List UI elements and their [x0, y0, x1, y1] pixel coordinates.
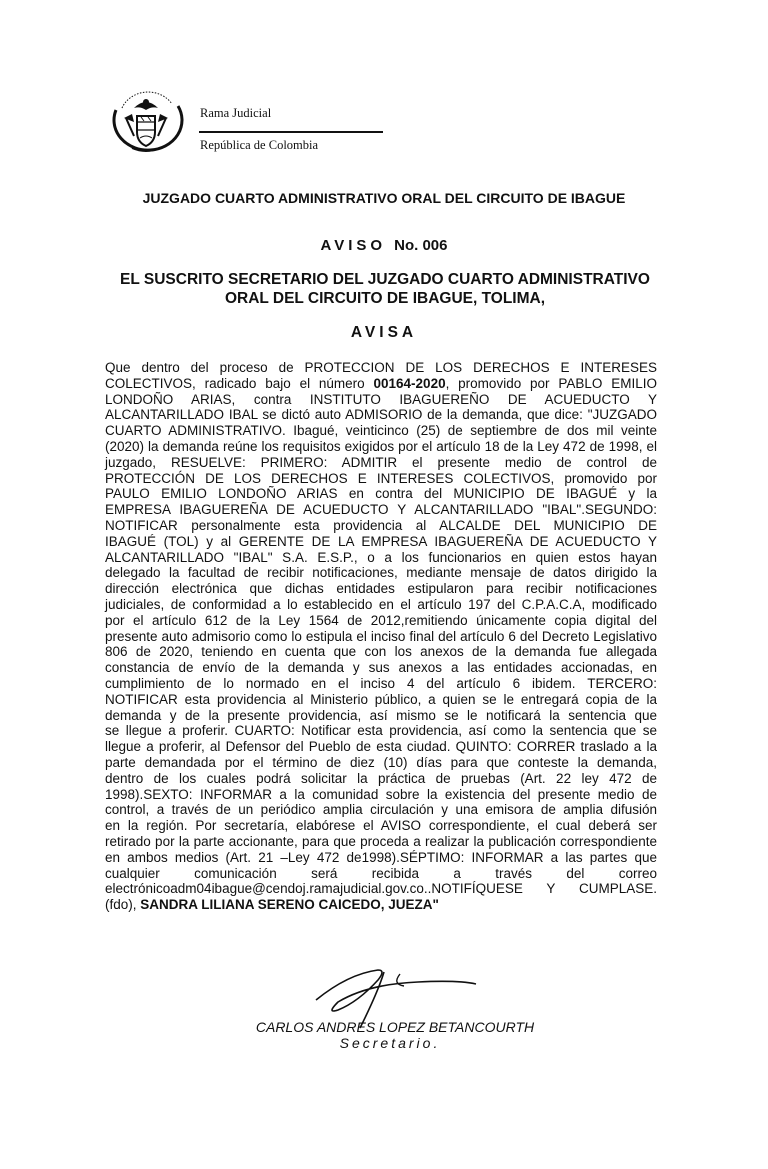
body-line: CUARTO ADMINISTRATIVO. Ibagué, veinticinco (25) de septiembre de dos mil veinte: [105, 423, 657, 439]
body-line: 1998).SEXTO: INFORMAR a la comunidad sobre la existencia del presente medio de: [105, 786, 657, 802]
header-republica: República de Colombia: [200, 138, 319, 152]
coat-of-arms-seal: [104, 88, 188, 164]
body-line: (2020) la demanda reúne los requisitos exigidos por el artículo 18 de la Ley 472 de 1998, el: [105, 438, 657, 454]
aviso-number: No. 006: [394, 237, 448, 254]
header-divider: [199, 131, 383, 133]
body-line: LONDOÑO ARIAS, contra INSTITUTO IBAGUEREÑO DE ACUEDUCTO Y: [105, 391, 657, 407]
body-line: llegue a proferir, al Defensor del Pueblo de esta ciudad. QUINTO: CORRER traslado a la: [105, 739, 657, 755]
body-line: NOTIFICAR personalmente esta providencia al ALCALDE DEL MUNICIPIO DE: [105, 517, 657, 533]
court-title: JUZGADO CUARTO ADMINISTRATIVO ORAL DEL CIRCUITO DE IBAGUE: [142, 190, 626, 206]
body-line: 806 de 2020, teniendo en cuenta que con los anexos de la demanda fue allegada: [105, 644, 657, 660]
body-line: en ambos medios (Art. 21 –Ley 472 de1998).SÉPTIMO: INFORMAR a las partes que: [105, 849, 657, 865]
notice-body: [105, 360, 657, 913]
body-line: judiciales, de conformidad a lo establecido en el artículo 197 del C.P.A.C.A, modificado: [105, 596, 657, 612]
body-line: delegado la facultad de recibir notificaciones, mediante mensaje de datos dirigido la: [105, 565, 657, 581]
body-line: control, a través de un periódico amplia circulación y una emisora de amplia difusión: [105, 802, 657, 818]
body-line: Que dentro del proceso de PROTECCION DE LOS DERECHOS E INTERESES: [105, 360, 657, 375]
body-line: COLECTIVOS, radicado bajo el número 00164-2020, promovido por PABLO EMILIO: [105, 375, 657, 391]
body-line: cumplimiento de lo normado en el inciso 4 del artículo 6 ibidem. TERCERO:: [105, 675, 657, 691]
body-line: dentro de los cuales podrá solicitar la práctica de pruebas (Art. 22 ley 472 de: [105, 770, 657, 786]
body-line: electrónicoadm04ibague@cendoj.ramajudicial.gov.co..NOTIFÍQUESE Y CUMPLASE.: [105, 881, 657, 897]
body-line: retirado por la parte accionante, para que proceda a realizar la publicación correspondiente: [105, 833, 657, 849]
avisa-heading: AVISA: [350, 324, 418, 341]
body-line: (fdo), SANDRA LILIANA SERENO CAICEDO, JUEZA": [105, 897, 439, 913]
body-line: PROTECCIÓN DE LOS DERECHOS E INTERESES COLECTIVOS, promovido por: [105, 470, 657, 486]
body-line: juzgado, RESUELVE: PRIMERO: ADMITIR el presente medio de control de: [105, 454, 657, 470]
body-line: NOTIFICAR esta providencia al Ministerio público, a quien se le entregará copia de la: [105, 691, 657, 707]
body-line: ALCANTARILLADO IBAL se dictó auto ADMISORIO de la demanda, que dice: "JUZGADO: [105, 407, 657, 423]
secretary-name: CARLOS ANDRES LOPEZ BETANCOURTH: [255, 1019, 535, 1035]
body-line: constancia de envío de la demanda y sus anexos a las entidades accionadas, en: [105, 660, 657, 676]
secretary-role: Secretario.: [339, 1035, 441, 1051]
body-line: cualquier comunicación será recibida a través del correo: [105, 865, 657, 881]
body-line: parte demandada por el término de diez (10) días para que conteste la demanda,: [105, 754, 657, 770]
body-line: dirección electrónica que dichas entidades estipularon para recibir notificaciones: [105, 581, 657, 597]
header-rama-judicial: Rama Judicial: [200, 106, 272, 120]
body-line: demanda y de la presente providencia, así mismo se le notificará la sentencia que: [105, 707, 657, 723]
body-line: en la región. Por secretaría, elabórese el AVISO correspondiente, el cual deberá ser: [105, 818, 657, 834]
body-line: se llegue a proferir. CUARTO: Notificar esta providencia, así como la sentencia que se: [105, 723, 657, 739]
body-line: IBAGUÉ (TOL) y al GERENTE DE LA EMPRESA IBAGUEREÑA DE ACUEDUCTO Y: [105, 533, 657, 549]
body-line: ALCANTARILLADO "IBAL" S.A. E.S.P., o a los funcionarios en quien estos hayan: [105, 549, 657, 565]
aviso-title: [0, 237, 768, 254]
aviso-label: AVISO: [320, 237, 387, 254]
body-line: por el artículo 612 de la Ley 1564 de 2012,remitiendo únicamente copia digital del: [105, 612, 657, 628]
body-line: EMPRESA IBAGUEREÑA DE ACUEDUCTO Y ALCANTARILLADO "IBAL".SEGUNDO:: [105, 502, 657, 518]
body-line: PAULO EMILIO LONDOÑO ARIAS en contra del MUNICIPIO DE IBAGUÉ y la: [105, 486, 657, 502]
secretary-heading: EL SUSCRITO SECRETARIO DEL JUZGADO CUARTO ADMINISTRATIVO ORAL DEL CIRCUITO DE IBAGUE, TOLIMA,: [120, 271, 650, 307]
body-line: presente auto admisorio como lo estipula el inciso final del artículo 6 del Decreto Legislativo: [105, 628, 657, 644]
